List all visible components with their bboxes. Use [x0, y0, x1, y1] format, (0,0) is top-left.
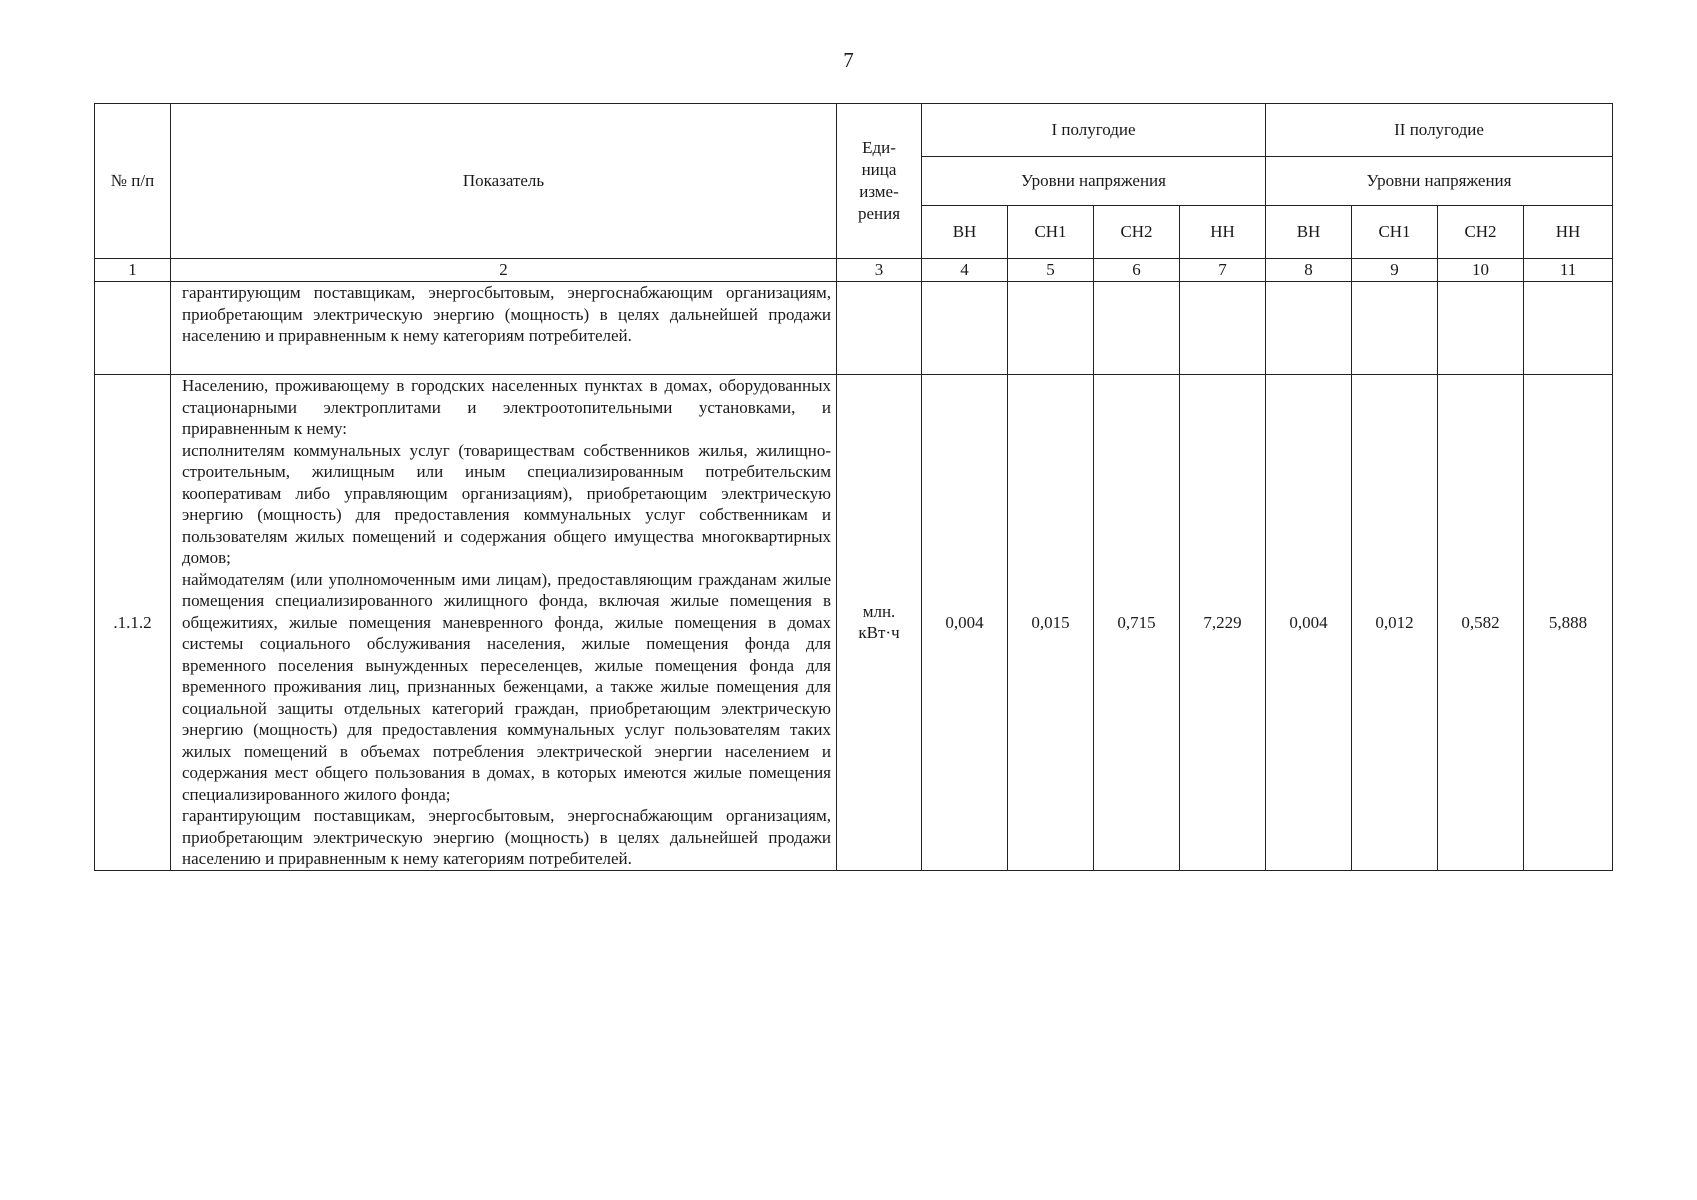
row-value: 7,229: [1180, 375, 1266, 871]
column-number: 6: [1094, 259, 1180, 282]
row-indicator: [171, 375, 837, 871]
row-value: 0,004: [922, 375, 1008, 871]
header-level: СН1: [1352, 206, 1438, 259]
row-value: 0,715: [1094, 375, 1180, 871]
indicator-paragraph: наймодателям (или уполномоченным ими лицам), предоставляющим гражданам жилые помещения специализированного жилищного фонда, включая жилые помещения в общежитиях, жилые помещения маневренного фонда, жилые помещения в домах системы социального обслуживания населения, жилые помещения фонда для временного поселения вынужденных переселенцев, жилые помещения фонда для временного проживания лиц, признанных беженцами, а также жилые помещения для социальной защиты отдельных категорий граждан, приобретающим электрическую энергию (мощность) для предоставления коммунальных услуг пользователям таких жилых помещений в объемах потребления электрической энергии населением и содержания мест общего пользования в домах, в которых имеются жилые помещения специализированного жилого фонда;: [182, 569, 831, 804]
row-unit: [837, 282, 922, 375]
header-level: СН1: [1008, 206, 1094, 259]
header-row: [95, 104, 1613, 157]
row-value: [1352, 282, 1438, 375]
indicator-paragraph: исполнителям коммунальных услуг (товариществам собственников жилья, жилищно-строительным, жилищным или иным специализированным потребительским кооперативам либо управляющим организациям), приобретающим электрическую энергию (мощность) для предоставления коммунальных услуг собственникам и пользователям жилых помещений и содержания общего имущества многоквартирных домов;: [182, 440, 831, 567]
column-number-row: [95, 259, 1613, 282]
page-number: 7: [843, 48, 854, 72]
row-value: [1266, 282, 1352, 375]
indicator-paragraph: гарантирующим поставщикам, энергосбытовым, энергоснабжающим организациям, приобретающим электрическую энергию (мощность) в целях дальнейшей продажи населению и приравненным к нему категориям потребителей.: [182, 283, 831, 345]
row-value: [1438, 282, 1524, 375]
row-value: [1094, 282, 1180, 375]
header-level: НН: [1180, 206, 1266, 259]
column-number: 4: [922, 259, 1008, 282]
row-value: 0,004: [1266, 375, 1352, 871]
data-table: [94, 103, 1613, 871]
row-value: [1524, 282, 1613, 375]
row-num: .1.1.2: [95, 375, 171, 871]
header-level: ВН: [922, 206, 1008, 259]
header-level: СН2: [1094, 206, 1180, 259]
column-number: 11: [1524, 259, 1613, 282]
column-number: 2: [171, 259, 837, 282]
row-value: 0,582: [1438, 375, 1524, 871]
row-value: [1180, 282, 1266, 375]
row-value: [1008, 282, 1094, 375]
header-voltage-levels-2: Уровни напряжения: [1266, 157, 1613, 206]
table-row: [95, 375, 1613, 871]
header-level: СН2: [1438, 206, 1524, 259]
header-half-1: I полугодие: [922, 104, 1266, 157]
header-indicator: Показатель: [171, 104, 837, 259]
indicator-paragraph: гарантирующим поставщикам, энергосбытовым, энергоснабжающим организациям, приобретающим электрическую энергию (мощность) в целях дальнейшей продажи населению и приравненным к нему категориям потребителей.: [182, 806, 831, 868]
row-value: 5,888: [1524, 375, 1613, 871]
row-value: 0,015: [1008, 375, 1094, 871]
header-level: НН: [1524, 206, 1613, 259]
column-number: 7: [1180, 259, 1266, 282]
column-number: 9: [1352, 259, 1438, 282]
row-indicator: [171, 282, 837, 375]
column-number: 5: [1008, 259, 1094, 282]
header-voltage-levels-1: Уровни напряжения: [922, 157, 1266, 206]
column-number: 3: [837, 259, 922, 282]
header-num: № п/п: [95, 104, 171, 259]
header-level: ВН: [1266, 206, 1352, 259]
row-num: [95, 282, 171, 375]
row-value: 0,012: [1352, 375, 1438, 871]
header-half-2: II полугодие: [1266, 104, 1613, 157]
column-number: 8: [1266, 259, 1352, 282]
row-unit: млн. кВт·ч: [837, 375, 922, 871]
table-row: [95, 282, 1613, 375]
column-number: 10: [1438, 259, 1524, 282]
header-unit: Еди- ница изме- рения: [837, 104, 922, 259]
indicator-paragraph: Населению, проживающему в городских населенных пунктах в домах, оборудованных стационарными электроплитами и электроотопительными установками, и приравненным к нему:: [182, 376, 831, 438]
column-number: 1: [95, 259, 171, 282]
row-value: [922, 282, 1008, 375]
